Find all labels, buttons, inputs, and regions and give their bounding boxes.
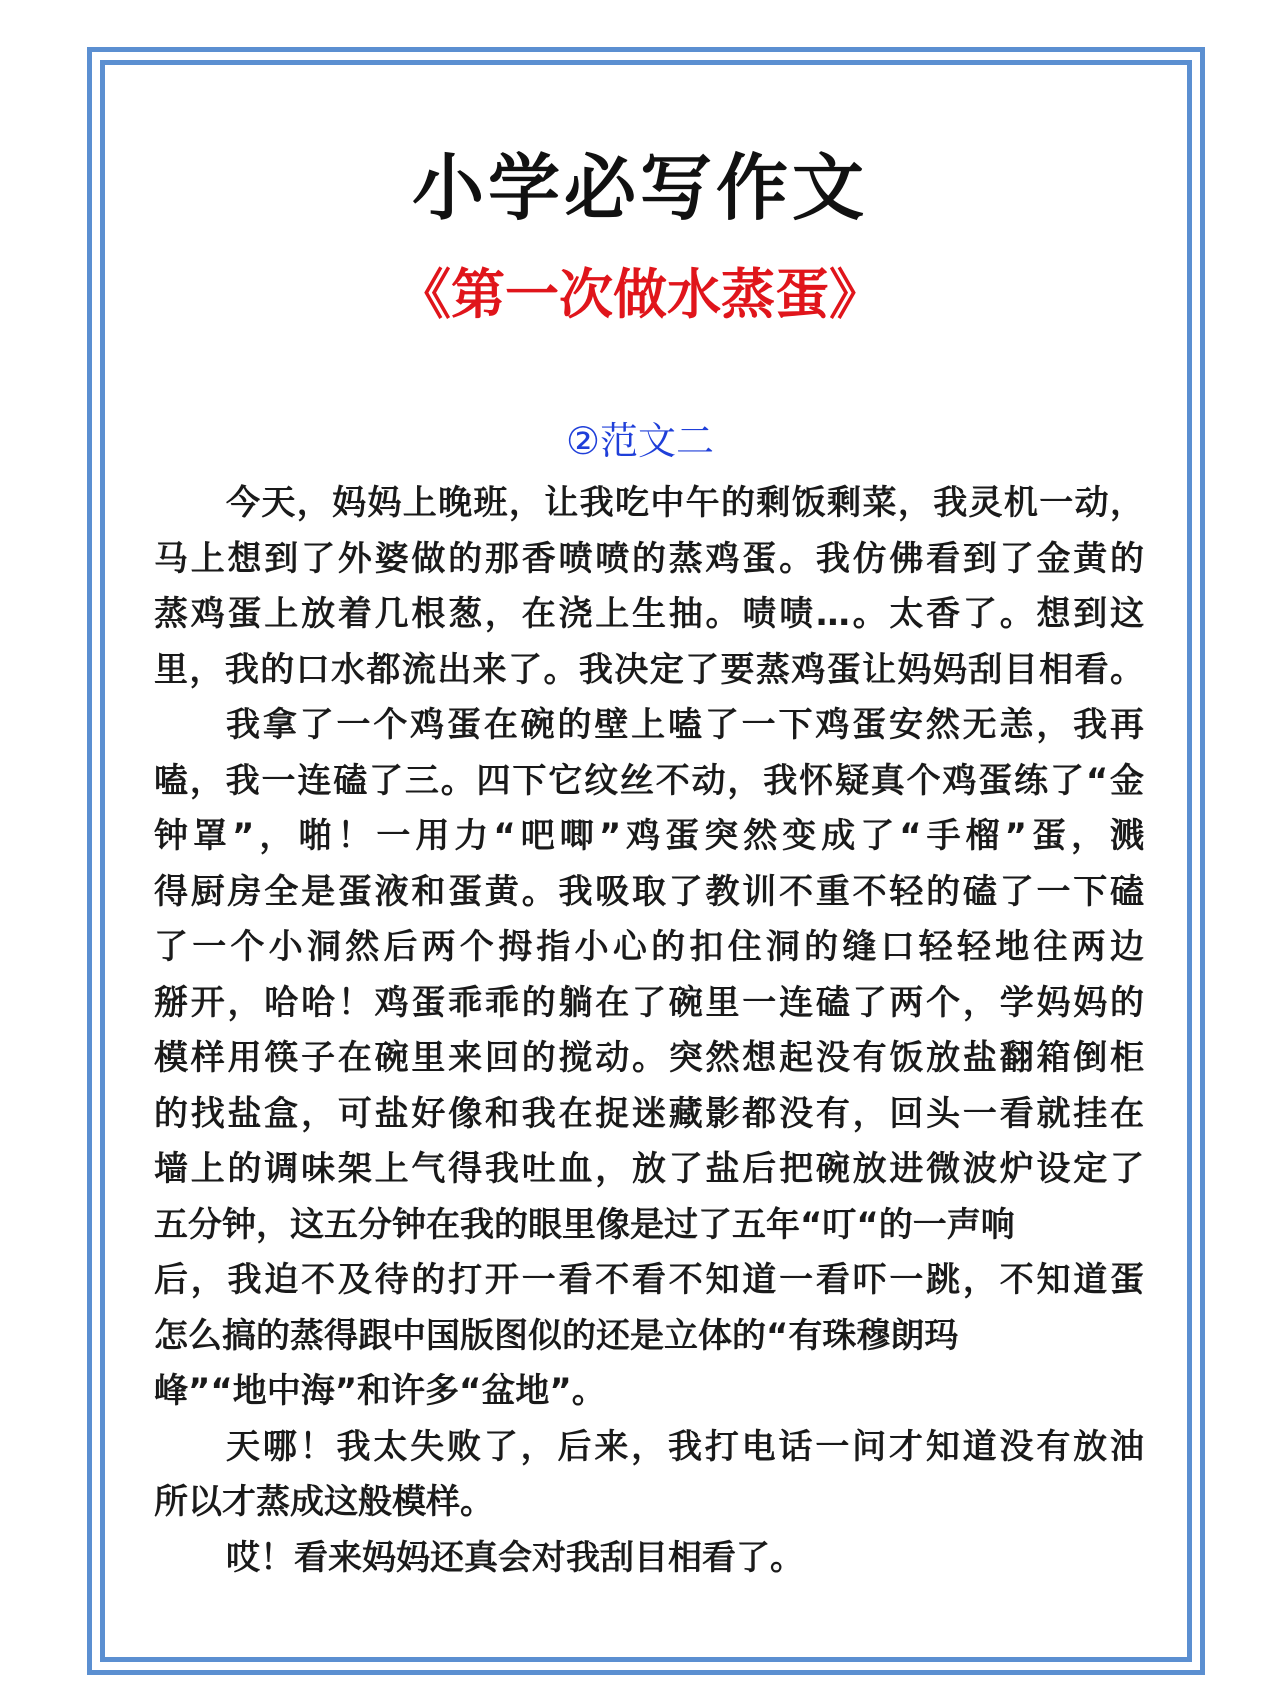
section-label: ②范文二: [565, 419, 715, 463]
essay-line: 五分钟，这五分钟在我的眼里像是过了五年“叮“的一声响: [154, 1204, 1015, 1245]
essay-line: 马上想到了外婆做的那香喷喷的蒸鸡蛋。我仿佛看到了金黄的: [154, 538, 1144, 579]
essay-line: 怎么搞的蒸得跟中国版图似的还是立体的“有珠穆朗玛: [154, 1315, 959, 1356]
essay-line: 掰开，哈哈！鸡蛋乖乖的躺在了碗里一连磕了两个，学妈妈的: [154, 982, 1144, 1023]
essay-body: [154, 476, 1144, 1586]
essay-line: 今天，妈妈上晚班，让我吃中午的剩饭剩菜，我灵机一动，: [226, 483, 1144, 523]
essay-title: 《第一次做水蒸蛋》: [397, 263, 883, 326]
essay-line: 嗑，我一连磕了三。四下它纹丝不动，我怀疑真个鸡蛋练了“金: [154, 760, 1144, 801]
essay-line: 墙上的调味架上气得我吐血，放了盐后把碗放进微波炉设定了: [154, 1149, 1144, 1189]
essay-line: 后，我迫不及待的打开一看不看不知道一看吓一跳，不知道蛋: [154, 1260, 1144, 1300]
essay-line: 所以才蒸成这般模样。: [154, 1482, 494, 1522]
essay-line: 了一个小洞然后两个拇指小心的扣住洞的缝口轻轻地往两边: [154, 927, 1144, 967]
essay-line: 蒸鸡蛋上放着几根葱，在浇上生抽。啧啧…。太香了。想到这: [154, 594, 1144, 634]
essay-line: 得厨房全是蛋液和蛋黄。我吸取了教训不重不轻的磕了一下磕: [154, 871, 1144, 912]
essay-line: 的找盐盒，可盐好像和我在捉迷藏影都没有，回头一看就挂在: [154, 1093, 1144, 1134]
page-title: 小学必写作文: [411, 146, 868, 230]
essay-line: 我拿了一个鸡蛋在碗的壁上嗑了一下鸡蛋安然无恙，我再: [226, 705, 1144, 745]
essay-line: 峰”“地中海”和许多“盆地”。: [154, 1371, 606, 1411]
essay-line: 钟罩”，啪！一用力“吧唧”鸡蛋突然变成了“手榴”蛋，溅: [154, 816, 1144, 856]
essay-line: 里，我的口水都流出来了。我决定了要蒸鸡蛋让妈妈刮目相看。: [154, 649, 1144, 690]
essay-line: 天哪！我太失败了，后来，我打电话一问才知道没有放油: [226, 1426, 1144, 1467]
essay-line: 模样用筷子在碗里来回的搅动。突然想起没有饭放盐翻箱倒柜: [154, 1038, 1144, 1078]
essay-line: 哎！看来妈妈还真会对我刮目相看了。: [226, 1537, 804, 1578]
